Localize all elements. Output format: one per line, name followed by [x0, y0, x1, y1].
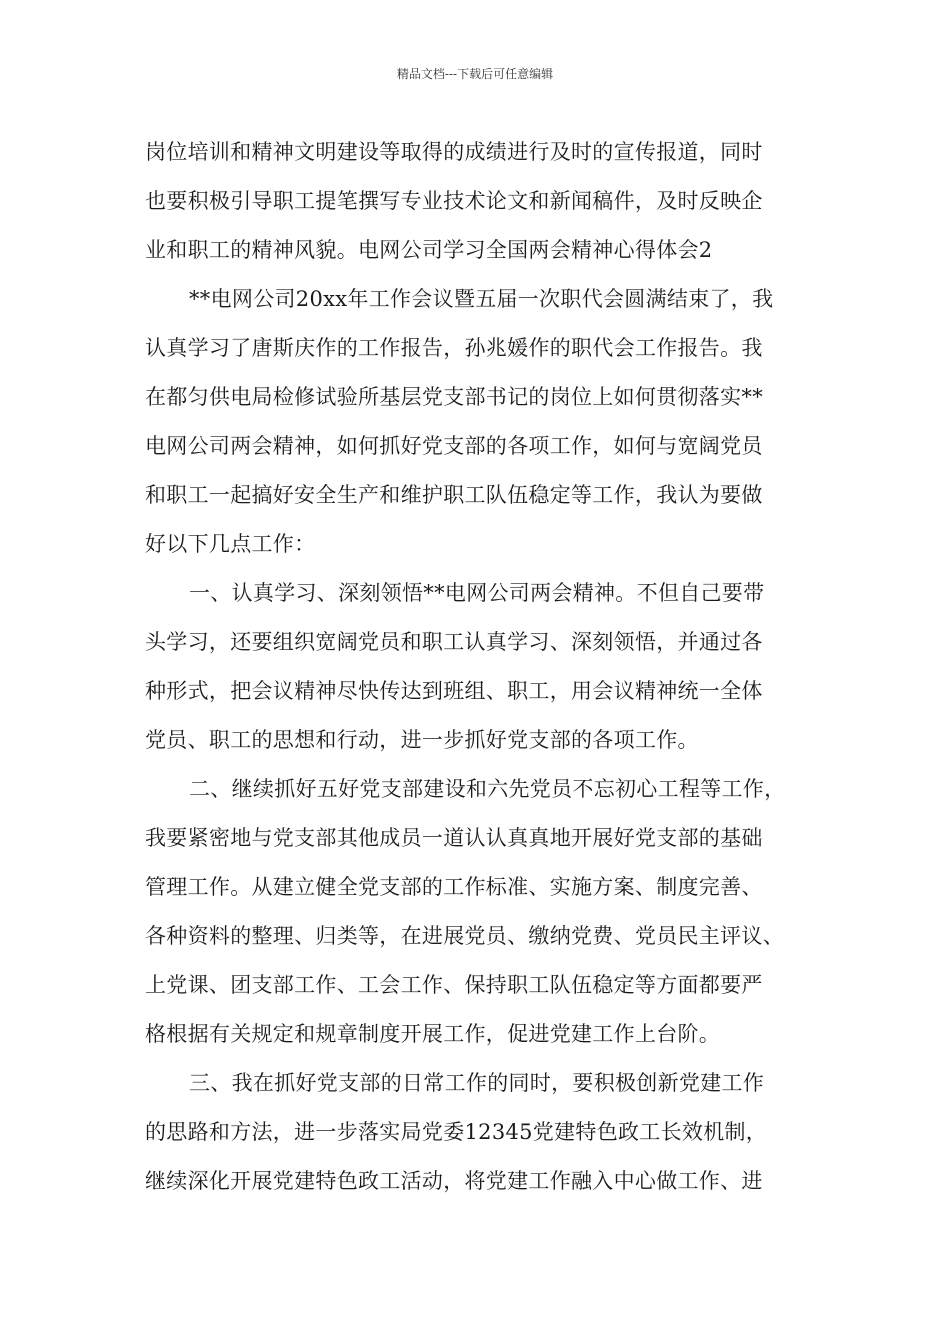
text-line: 上党课、团支部工作、工会工作、保持职工队伍稳定等方面都要严 — [145, 973, 763, 997]
text-line: 岗位培训和精神文明建设等取得的成绩进行及时的宣传报道，同时 — [145, 140, 763, 164]
paragraph-first-line: 二、继续抓好五好党支部建设和六先党员不忘初心工程等工作， — [189, 777, 786, 801]
text-line: 管理工作。从建立健全党支部的工作标准、实施方案、制度完善、 — [145, 875, 763, 899]
text-line: 业和职工的精神风貌。电网公司学习全国两会精神心得体会2 — [145, 238, 713, 262]
text-line: 电网公司两会精神，如何抓好党支部的各项工作，如何与宽阔党员 — [145, 434, 763, 458]
text-line: 继续深化开展党建特色政工活动，将党建工作融入中心做工作、进 — [145, 1169, 763, 1193]
text-line: 在都匀供电局检修试验所基层党支部书记的岗位上如何贯彻落实** — [145, 385, 763, 409]
paragraph-first-line: 一、认真学习、深刻领悟**电网公司两会精神。不但自己要带 — [189, 581, 765, 605]
paragraph-first-line: **电网公司20xx年工作会议暨五届一次职代会圆满结束了，我 — [189, 287, 774, 311]
text-line: 党员、职工的思想和行动，进一步抓好党支部的各项工作。 — [145, 728, 699, 752]
text-line: 也要积极引导职工提笔撰写专业技术论文和新闻稿件，及时反映企 — [145, 189, 763, 213]
page-header: 精品文档---下载后可任意编辑 — [396, 67, 554, 81]
text-line: 各种资料的整理、归类等，在进展党员、缴纳党费、党员民主评议、 — [145, 924, 784, 948]
text-line: 种形式，把会议精神尽快传达到班组、职工，用会议精神统一全体 — [145, 679, 763, 703]
text-line: 我要紧密地与党支部其他成员一道认认真真地开展好党支部的基础 — [145, 826, 763, 850]
text-line: 和职工一起搞好安全生产和维护职工队伍稳定等工作，我认为要做 — [145, 483, 763, 507]
document-body — [145, 128, 817, 1206]
text-line: 的思路和方法，进一步落实局党委12345党建特色政工长效机制， — [145, 1120, 768, 1144]
text-line: 认真学习了唐斯庆作的工作报告，孙兆媛作的职代会工作报告。我 — [145, 336, 763, 360]
text-line: 头学习，还要组织宽阔党员和职工认真学习、深刻领悟，并通过各 — [145, 630, 763, 654]
text-line: 格根据有关规定和规章制度开展工作，促进党建工作上台阶。 — [145, 1022, 721, 1046]
text-line: 好以下几点工作： — [145, 532, 316, 556]
paragraph-first-line: 三、我在抓好党支部的日常工作的同时，要积极创新党建工作 — [189, 1071, 765, 1095]
